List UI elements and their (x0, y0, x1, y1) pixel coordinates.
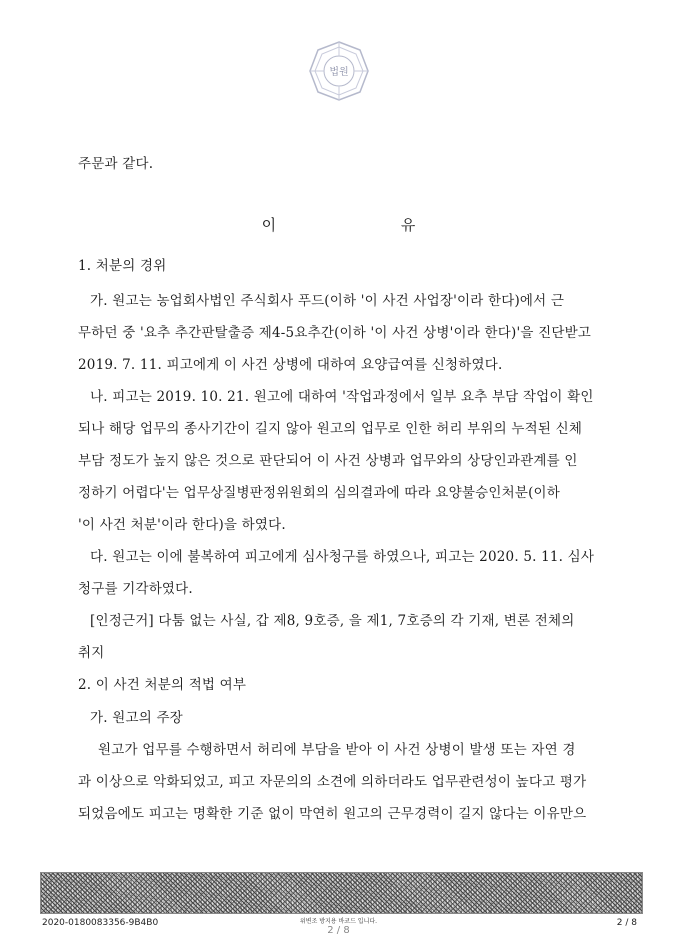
paragraph-line: 과 이상으로 악화되었고, 피고 자문의의 소견에 의하더라도 업무관련성이 높다고 평가 (78, 774, 587, 790)
paragraph-line: 원고가 업무를 수행하면서 허리에 부담을 받아 이 사건 상병이 발생 또는 자연 경 (98, 742, 576, 758)
text-line-order: 주문과 같다. (78, 156, 154, 172)
paragraph-line: '이 사건 처분'이라 한다)을 하였다. (78, 517, 286, 533)
paragraph-line: 정하기 어렵다'는 업무상질병판정위원회의 심의결과에 따라 요양불승인처분(이하 (78, 485, 561, 501)
evidence-line: [인정근거] 다툼 없는 사실, 갑 제8, 9호증, 을 제1, 7호증의 각 기재, 변론 전체의 (90, 613, 575, 629)
page-number: 2 / 8 (616, 918, 637, 928)
page-number-center: 2 / 8 (327, 925, 350, 936)
court-seal (308, 40, 370, 102)
anti-forgery-barcode (40, 872, 643, 914)
paragraph-line: 2019. 7. 11. 피고에게 이 사건 상병에 대하여 요양급여를 신청하였다. (78, 357, 503, 373)
paragraph-line: 부담 정도가 높지 않은 것으로 판단되어 이 사건 상병과 업무와의 상당인과관계를 인 (78, 453, 578, 469)
paragraph-line: 되나 해당 업무의 종사기간이 길지 않아 원고의 업무로 인한 허리 부위의 누적된 신체 (78, 421, 583, 437)
paragraph-line: 되었음에도 피고는 명확한 기준 없이 막연히 원고의 근무경력이 길지 않다는 이유만으 (78, 806, 587, 822)
evidence-line: 취지 (78, 645, 105, 661)
paragraph-line: 다. 원고는 이에 불복하여 피고에게 심사청구를 하였으나, 피고는 2020. 5. 11. 심사 (90, 549, 595, 565)
barcode-notice: 위변조 방지용 바코드 입니다. (299, 918, 378, 925)
paragraph-line: 나. 피고는 2019. 10. 21. 원고에 대하여 '작업과정에서 일부 요추 부담 작업이 확인 (90, 389, 594, 405)
seal-text: 법원 (329, 67, 349, 78)
section-title: 이 유 (261, 216, 476, 234)
paragraph-line: 청구를 기각하였다. (78, 581, 193, 597)
subheading: 가. 원고의 주장 (90, 710, 183, 726)
heading-1: 1. 처분의 경위 (78, 258, 167, 274)
heading-2: 2. 이 사건 처분의 적법 여부 (78, 677, 247, 693)
paragraph-line: 무하던 중 '요추 추간판탈출증 제4-5요추간(이하 '이 사건 상병'이라 한다)'을 진단받고 (78, 325, 592, 341)
paragraph-line: 가. 원고는 농업회사법인 주식회사 푸드(이하 '이 사건 사업장'이라 한다)에서 근 (90, 293, 565, 309)
document-id: 2020-0180083356-9B4B0 (42, 918, 159, 928)
